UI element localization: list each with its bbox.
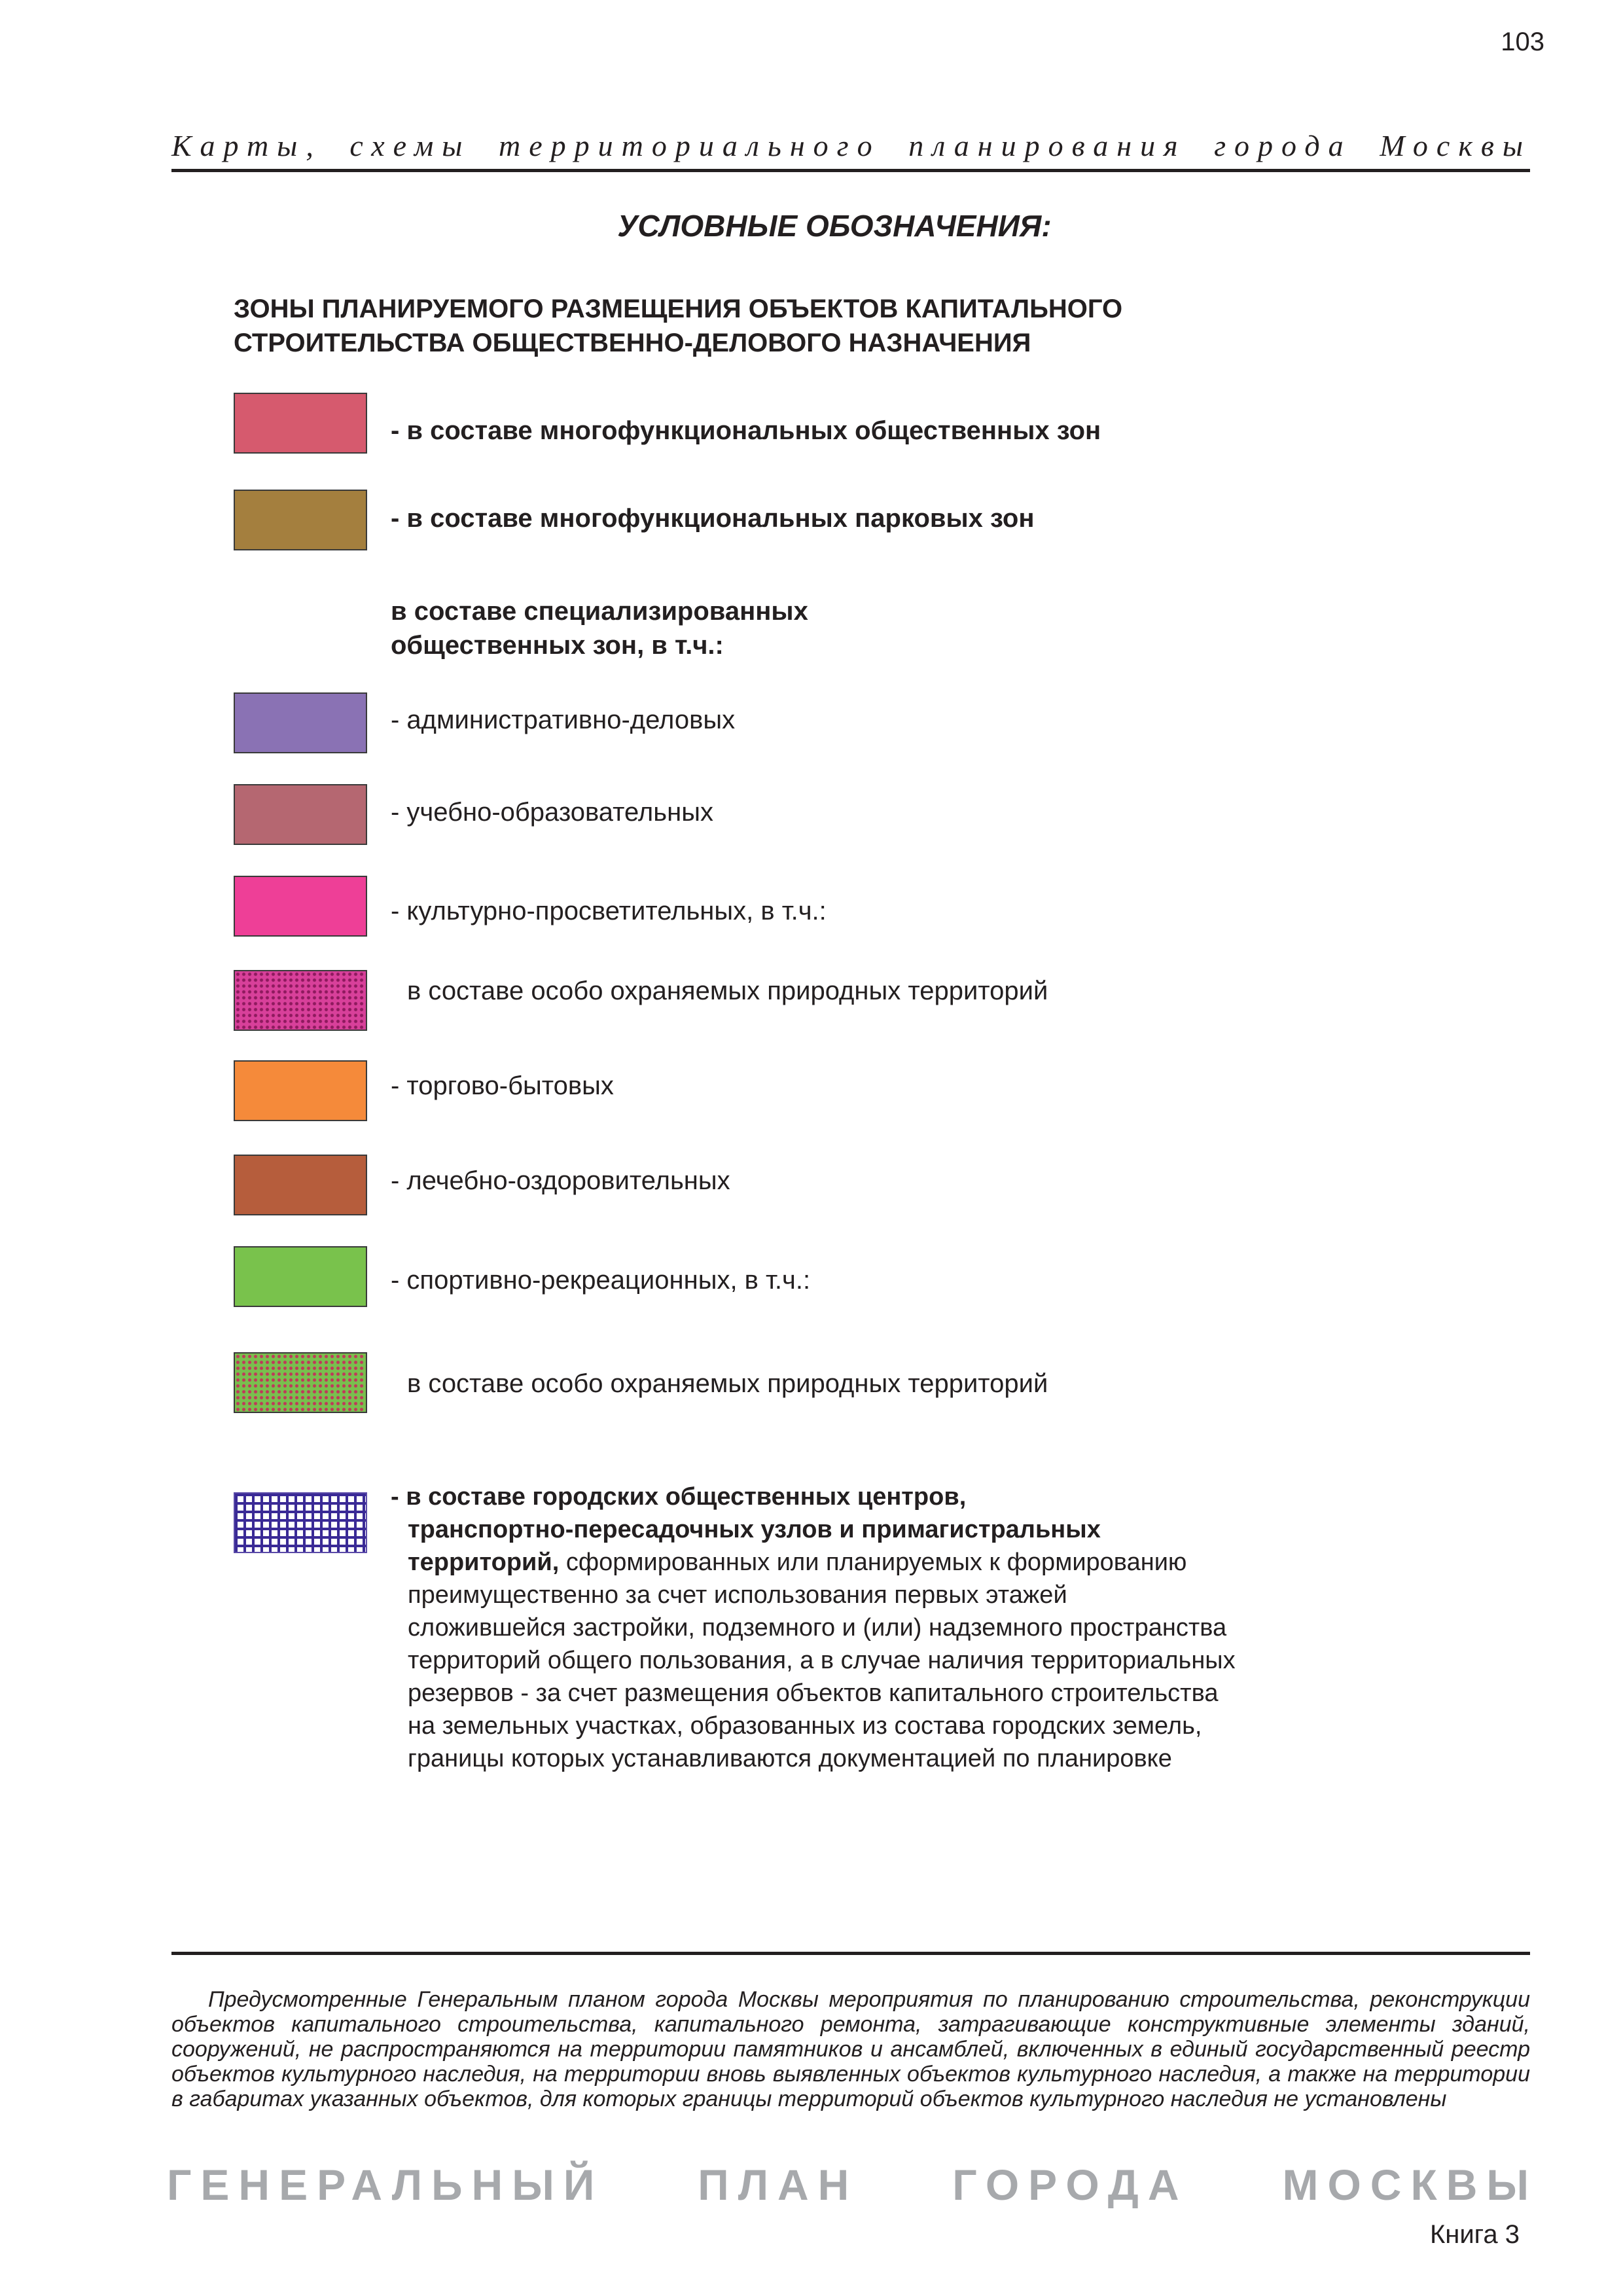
swatch-city-centers <box>234 1492 367 1553</box>
city-centers-line3-rest: сформированных или планируемых к формированию <box>559 1549 1187 1576</box>
city-centers-line2: транспортно-пересадочных узлов и примагистральных <box>408 1516 1101 1543</box>
footer-rule <box>171 1952 1530 1955</box>
label-cultural-protected: в составе особо охраняемых природных территорий <box>407 977 1048 1005</box>
footnote: Предусмотренные Генеральным планом города Москвы мероприятия по планированию строительства, реконструкции объектов капитального строительства, капитального ремонта, затрагивающие конструктивные элементы зданий, сооружений, не распространяются на территории памятников и ансамблей, включенных в единый государственный реестр объектов культурного наследия, на территории вновь выявленных объектов культурного наследия, а также на территории в габаритах указанных объектов, для которых границы территорий объектов культурного наследия не установлены <box>171 1987 1530 2111</box>
swatch-cultural-protected <box>234 970 367 1031</box>
city-centers-line7: резервов - за счет размещения объектов капитального строительства <box>408 1679 1219 1707</box>
swatch-multifunctional-park <box>234 490 367 550</box>
swatch-administrative <box>234 692 367 753</box>
page-number: 103 <box>1501 27 1544 56</box>
swatch-trade <box>234 1060 367 1121</box>
specialized-heading-line1: в составе специализированных <box>391 597 808 626</box>
label-multifunctional-public: - в составе многофункциональных общественных зон <box>391 416 1101 445</box>
running-header: Карты, схемы территориального планирования города Москвы <box>171 129 1531 162</box>
city-centers-line3-bold: территорий, <box>408 1549 560 1576</box>
group-heading-line2: СТРОИТЕЛЬСТВА ОБЩЕСТВЕННО-ДЕЛОВОГО НАЗНАЧЕНИЯ <box>234 329 1031 357</box>
label-sports: - спортивно-рекреационных, в т.ч.: <box>391 1266 811 1295</box>
city-centers-line3 <box>391 1546 1333 1579</box>
swatch-sports <box>234 1246 367 1307</box>
city-centers-line1: - в составе городских общественных центров, <box>391 1483 967 1511</box>
swatch-sports-protected <box>234 1352 367 1413</box>
group-heading <box>234 292 1122 360</box>
swatch-educational <box>234 784 367 845</box>
label-medical: - лечебно-оздоровительных <box>391 1166 730 1195</box>
swatch-medical <box>234 1155 367 1215</box>
city-centers-line8: на земельных участках, образованных из состава городских земель, <box>408 1712 1202 1740</box>
label-sports-protected: в составе особо охраняемых природных территорий <box>407 1369 1048 1398</box>
label-educational: - учебно-образовательных <box>391 798 713 827</box>
header-rule <box>171 169 1530 172</box>
city-centers-line5: сложившейся застройки, подземного и (или) надземного пространства <box>408 1614 1227 1641</box>
label-administrative: - административно-деловых <box>391 706 736 734</box>
specialized-heading-line2: общественных зон, в т.ч.: <box>391 631 724 660</box>
city-centers-line6: территорий общего пользования, а в случае наличия территориальных <box>408 1647 1236 1674</box>
label-trade: - торгово-бытовых <box>391 1071 614 1100</box>
city-centers-line4: преимущественно за счет использования первых этажей <box>408 1581 1067 1609</box>
swatch-multifunctional-public <box>234 393 367 454</box>
label-cultural: - культурно-просветительных, в т.ч.: <box>391 897 827 925</box>
specialized-heading <box>391 594 808 662</box>
group-heading-line1: ЗОНЫ ПЛАНИРУЕМОГО РАЗМЕЩЕНИЯ ОБЪЕКТОВ КАПИТАЛЬНОГО <box>234 295 1123 323</box>
label-multifunctional-park: - в составе многофункциональных парковых зон <box>391 504 1035 533</box>
label-city-centers <box>391 1480 1333 1775</box>
city-centers-line9: границы которых устанавливаются документацией по планировке <box>408 1745 1172 1772</box>
legend-title: УСЛОВНЫЕ ОБОЗНАЧЕНИЯ: <box>617 209 1052 243</box>
footer-title: ГЕНЕРАЛЬНЫЙ ПЛАН ГОРОДА МОСКВЫ <box>167 2161 1538 2209</box>
book-label: Книга 3 <box>1429 2220 1520 2249</box>
swatch-cultural <box>234 876 367 937</box>
